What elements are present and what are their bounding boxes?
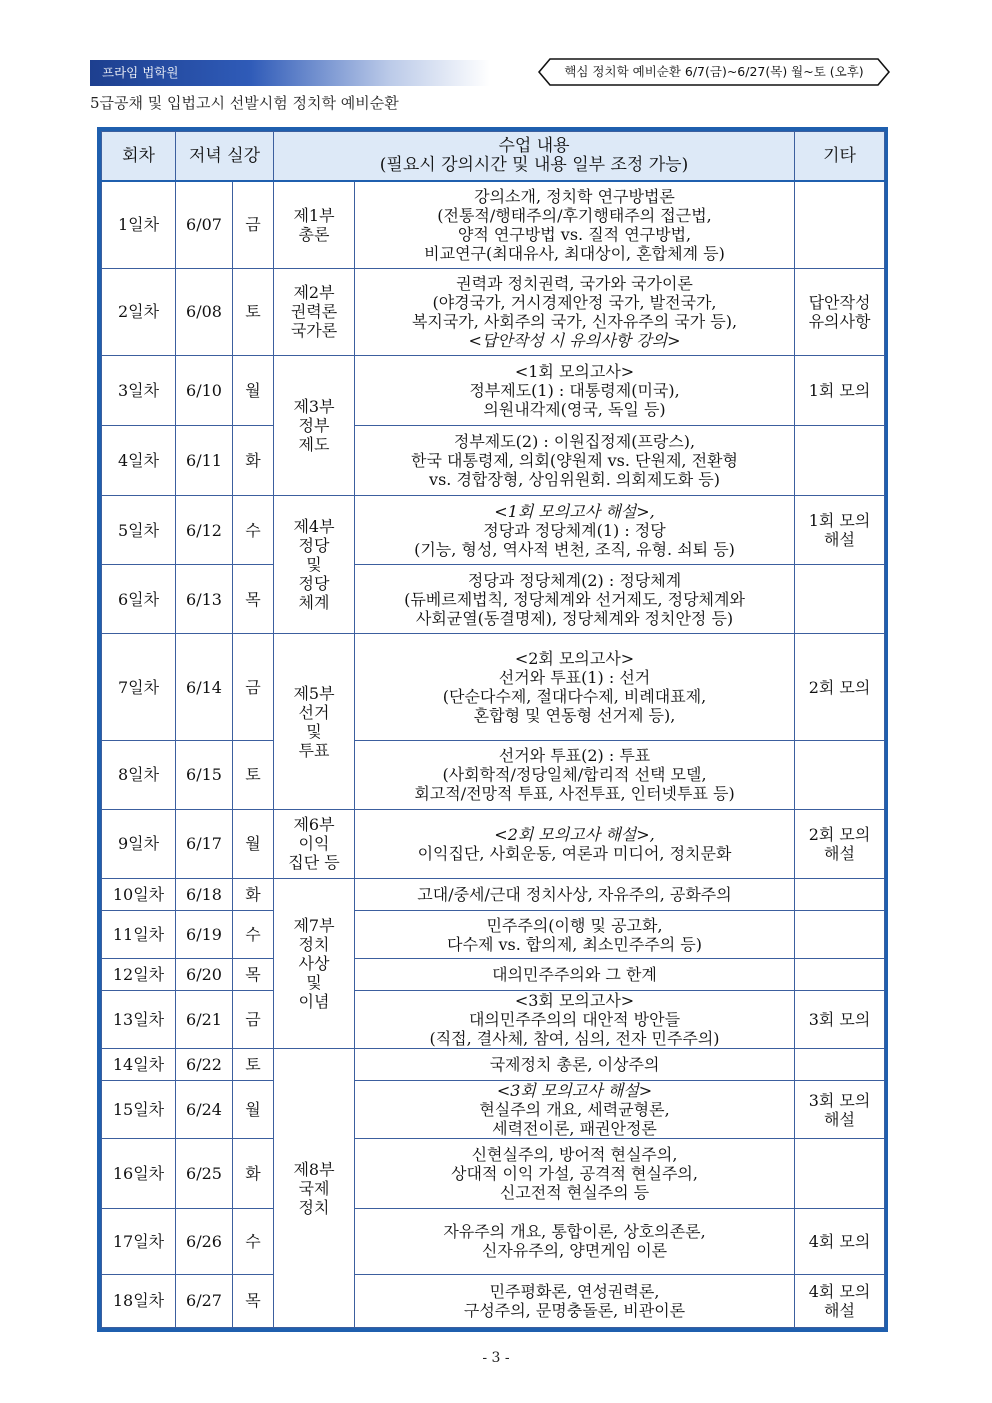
session-cell: 3일차 (102, 355, 176, 425)
content-cell (355, 355, 795, 425)
weekday-cell: 수 (233, 911, 274, 959)
etc-cell: 4회 모의 해설 (795, 1274, 885, 1327)
part-cell: 제6부 이익 집단 등 (274, 809, 355, 878)
date-cell: 6/17 (176, 809, 233, 878)
table-row (102, 496, 885, 565)
weekday-cell: 금 (233, 634, 274, 740)
part-cell: 제2부 권력론 국가론 (274, 268, 355, 355)
session-cell: 12일차 (102, 959, 176, 991)
content-text: 정부제도(2) : 이원집정제(프랑스), 한국 대통령제, 의회(양원제 vs. 단원제, 전환형 vs. 경합장형, 상임위원회. 의회제도화 등) (411, 432, 738, 490)
session-cell: 4일차 (102, 426, 176, 496)
weekday-cell: 금 (233, 181, 274, 268)
content-cell (355, 740, 795, 809)
table-row (102, 1208, 885, 1274)
session-cell: 14일차 (102, 1049, 176, 1081)
table-row (102, 565, 885, 634)
content-text: 권력과 정치권력, 국가와 국가이론 (야경국가, 거시경제안정 국가, 발전국가, 복지국가, 사회주의 국가, 신자유주의 국가 등), (411, 273, 738, 331)
table-row (102, 268, 885, 355)
part-cell: 제4부 정당 및 정당 체계 (274, 496, 355, 634)
table-row (102, 634, 885, 740)
session-cell: 17일차 (102, 1208, 176, 1274)
session-cell: 16일차 (102, 1139, 176, 1208)
content-cell (355, 1139, 795, 1208)
table-row (102, 426, 885, 496)
content-cell (355, 181, 795, 268)
weekday-cell: 월 (233, 355, 274, 425)
content-cell (355, 634, 795, 740)
content-text: 정당과 정당체계(1) : 정당 (기능, 형성, 역사적 변천, 조직, 유형. 쇠퇴 등) (414, 520, 735, 559)
weekday-cell: 화 (233, 878, 274, 910)
session-cell: 18일차 (102, 1274, 176, 1327)
session-cell: 7일차 (102, 634, 176, 740)
date-cell: 6/15 (176, 740, 233, 809)
date-cell: 6/20 (176, 959, 233, 991)
part-cell: 제5부 선거 및 투표 (274, 634, 355, 809)
content-text: 선거와 투표(2) : 투표 (사회학적/정당일체/합리적 선택 모델, 회고적/전망적 투표, 사전투표, 인터넷투표 등) (414, 746, 735, 804)
table-row (102, 355, 885, 425)
course-title: 핵심 정치학 예비순환 6/7(금)~6/27(목) 월~토 (오후) (564, 64, 864, 79)
content-outro-note: <답안작성 시 유의사항 강의> (468, 330, 681, 350)
content-cell (355, 1208, 795, 1274)
date-cell: 6/25 (176, 1139, 233, 1208)
etc-cell (795, 181, 885, 268)
etc-cell: 2회 모의 해설 (795, 809, 885, 878)
content-text: 현실주의 개요, 세력균형론, 세력전이론, 패권안정론 (479, 1100, 670, 1139)
date-cell: 6/18 (176, 878, 233, 910)
date-cell: 6/22 (176, 1049, 233, 1081)
part-cell: 제1부 총론 (274, 181, 355, 268)
header-content: 수업 내용 (필요시 강의시간 및 내용 일부 조정 가능) (274, 132, 795, 182)
content-cell (355, 426, 795, 496)
schedule-table-frame (97, 127, 888, 1332)
weekday-cell: 월 (233, 1081, 274, 1139)
etc-cell: 3회 모의 해설 (795, 1081, 885, 1139)
content-text: 고대/중세/근대 정치사상, 자유주의, 공화주의 (417, 884, 732, 904)
etc-cell (795, 426, 885, 496)
date-cell: 6/07 (176, 181, 233, 268)
content-cell (355, 959, 795, 991)
weekday-cell: 토 (233, 1049, 274, 1081)
content-text: <1회 모의고사> 정부제도(1) : 대통령제(미국), 의원내각제(영국, 독일 등) (469, 361, 680, 419)
content-text: 정당과 정당체계(2) : 정당체계 (듀베르제법칙, 정당체계와 선거제도, 정당체계와 사회균열(동결명제), 정당체계와 정치안정 등) (404, 570, 745, 628)
content-cell (355, 911, 795, 959)
content-text: 이익집단, 사회운동, 여론과 미디어, 정치문화 (417, 843, 732, 863)
date-cell: 6/12 (176, 496, 233, 565)
weekday-cell: 월 (233, 809, 274, 878)
content-cell (355, 878, 795, 910)
content-intro-note: <2회 모의고사 해설>, (494, 824, 655, 844)
weekday-cell: 목 (233, 565, 274, 634)
part-cell: 제8부 국제 정치 (274, 1049, 355, 1328)
session-cell: 8일차 (102, 740, 176, 809)
etc-cell (795, 565, 885, 634)
table-row (102, 809, 885, 878)
session-cell: 10일차 (102, 878, 176, 910)
date-cell: 6/24 (176, 1081, 233, 1139)
date-cell: 6/21 (176, 991, 233, 1049)
session-cell: 2일차 (102, 268, 176, 355)
session-cell: 15일차 (102, 1081, 176, 1139)
table-row (102, 181, 885, 268)
content-text: 국제정치 총론, 이상주의 (489, 1055, 660, 1075)
content-cell (355, 991, 795, 1049)
etc-cell: 3회 모의 (795, 991, 885, 1049)
etc-cell: 1회 모의 (795, 355, 885, 425)
date-cell: 6/26 (176, 1208, 233, 1274)
weekday-cell: 수 (233, 1208, 274, 1274)
table-row (102, 1081, 885, 1139)
session-cell: 13일차 (102, 991, 176, 1049)
session-cell: 6일차 (102, 565, 176, 634)
content-text: 신현실주의, 방어적 현실주의, 상대적 이익 가설, 공격적 현실주의, 신고전적 현실주의 등 (451, 1145, 698, 1203)
weekday-cell: 화 (233, 1139, 274, 1208)
table-row (102, 1274, 885, 1327)
weekday-cell: 목 (233, 959, 274, 991)
etc-cell: 1회 모의 해설 (795, 496, 885, 565)
content-text: 민주평화론, 연성권력론, 구성주의, 문명충돌론, 비관이론 (463, 1281, 686, 1320)
content-text: 자유주의 개요, 통합이론, 상호의존론, 신자유주의, 양면게임 이론 (443, 1222, 706, 1261)
date-cell: 6/10 (176, 355, 233, 425)
weekday-cell: 화 (233, 426, 274, 496)
weekday-cell: 토 (233, 268, 274, 355)
table-row (102, 991, 885, 1049)
etc-cell (795, 740, 885, 809)
content-cell (355, 496, 795, 565)
content-text: <2회 모의고사> 선거와 투표(1) : 선거 (단순다수제, 절대다수제, 비례대표제, 혼합형 및 연동형 선거제 등), (442, 649, 707, 726)
content-intro-note: <3회 모의고사 해설> (496, 1081, 653, 1101)
page-number: - 3 - (482, 1350, 510, 1366)
content-cell (355, 565, 795, 634)
table-row (102, 878, 885, 910)
etc-cell (795, 1049, 885, 1081)
table-row (102, 959, 885, 991)
content-cell (355, 809, 795, 878)
weekday-cell: 금 (233, 991, 274, 1049)
header-date: 저녁 실강 (176, 132, 274, 182)
session-cell: 11일차 (102, 911, 176, 959)
content-text: 강의소개, 정치학 연구방법론 (전통적/행태주의/후기행태주의 접근법, 양적 연구방법 vs. 질적 연구방법, 비교연구(최대유사, 최대상이, 혼합체계 등) (424, 186, 725, 263)
date-cell: 6/13 (176, 565, 233, 634)
table-row (102, 1139, 885, 1208)
table-row (102, 1049, 885, 1081)
session-cell: 9일차 (102, 809, 176, 878)
content-cell (355, 1081, 795, 1139)
etc-cell: 답안작성 유의사항 (795, 268, 885, 355)
part-cell: 제3부 정부 제도 (274, 355, 355, 495)
header-etc: 기타 (795, 132, 885, 182)
weekday-cell: 목 (233, 1274, 274, 1327)
table-row (102, 740, 885, 809)
content-text: 대의민주주의와 그 한계 (492, 965, 657, 985)
content-cell (355, 268, 795, 355)
table-header-row (102, 132, 885, 182)
schedule-table (101, 131, 885, 1328)
session-cell: 5일차 (102, 496, 176, 565)
etc-cell (795, 959, 885, 991)
weekday-cell: 토 (233, 740, 274, 809)
content-text: <3회 모의고사> 대의민주주의의 대안적 방안들 (직접, 결사체, 참여, 심의, 전자 민주주의) (429, 991, 720, 1049)
etc-cell (795, 1139, 885, 1208)
etc-cell: 4회 모의 (795, 1208, 885, 1274)
date-cell: 6/14 (176, 634, 233, 740)
etc-cell: 2회 모의 (795, 634, 885, 740)
document-heading: 5급공채 및 입법고시 선발시험 정치학 예비순환 (90, 94, 399, 112)
date-cell: 6/08 (176, 268, 233, 355)
session-cell: 1일차 (102, 181, 176, 268)
academy-name-tag: 프라임 법학원 (90, 60, 490, 86)
content-text: 민주주의(이행 및 공고화, 다수제 vs. 합의제, 최소민주주의 등) (447, 915, 702, 954)
weekday-cell: 수 (233, 496, 274, 565)
table-row (102, 911, 885, 959)
etc-cell (795, 878, 885, 910)
date-cell: 6/11 (176, 426, 233, 496)
etc-cell (795, 911, 885, 959)
date-cell: 6/27 (176, 1274, 233, 1327)
content-cell (355, 1274, 795, 1327)
course-badge (538, 58, 890, 86)
header-session: 회차 (102, 132, 176, 182)
content-cell (355, 1049, 795, 1081)
part-cell: 제7부 정치 사상 및 이념 (274, 878, 355, 1048)
date-cell: 6/19 (176, 911, 233, 959)
content-intro-note: <1회 모의고사 해설>, (494, 501, 655, 521)
